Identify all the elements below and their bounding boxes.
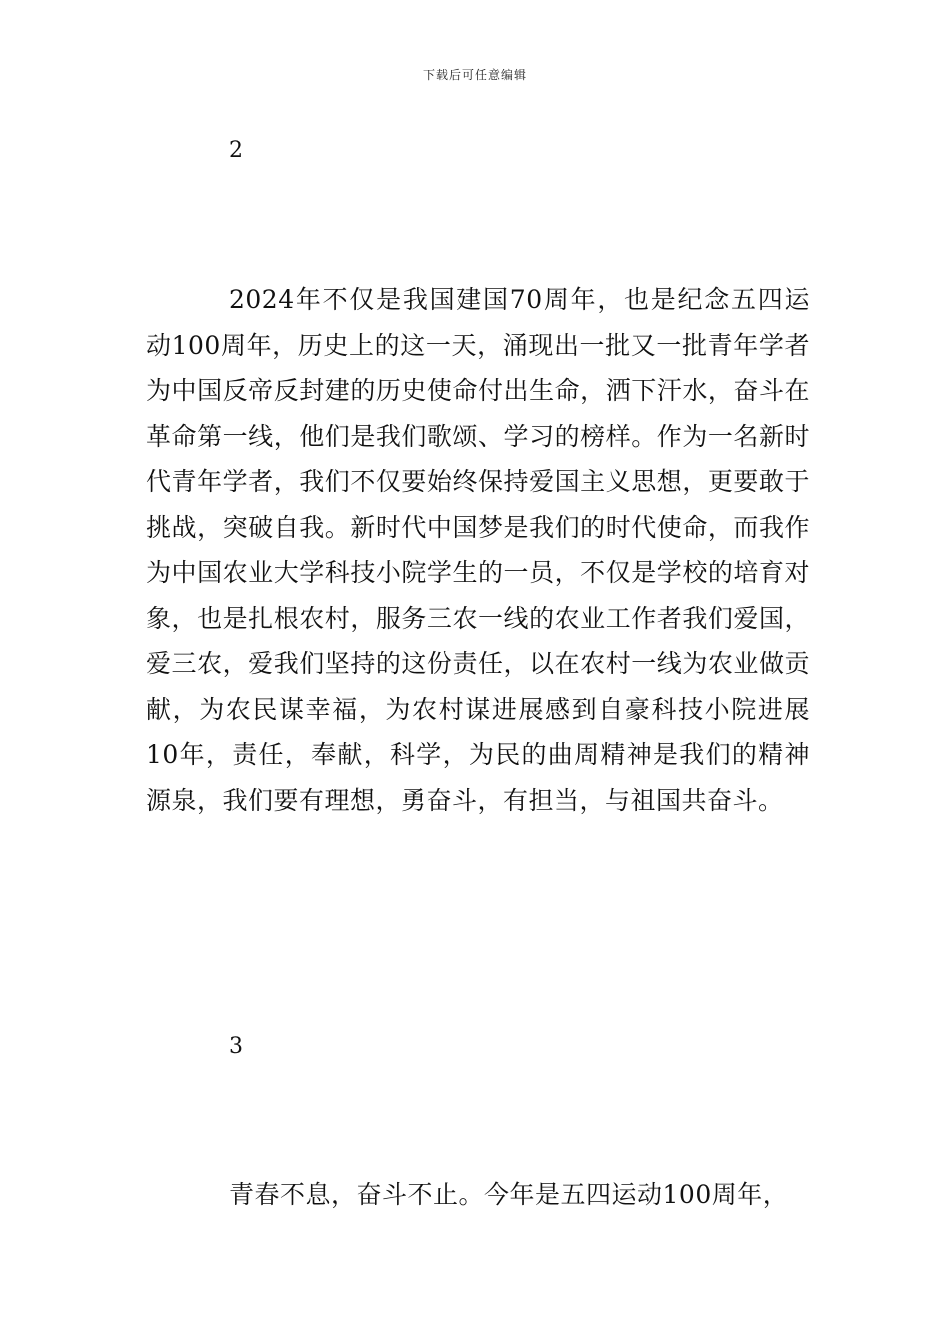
section-2-paragraph: 2024年不仅是我国建国70周年，也是纪念五四运动100周年，历史上的这一天，涌现出一批又一批青年学者为中国反帝反封建的历史使命付出生命，洒下汗水，奋斗在革命第一线，他们是我们歌颂、学习的榜样。作为一名新时代青年学者，我们不仅要始终保持爱国主义思想，更要敢于挑战，突破自我。新时代中国梦是我们的时代使命，而我作为中国农业大学科技小院学生的一员，不仅是学校的培育对象，也是扎根农村，服务三农一线的农业工作者我们爱国，爱三农，爱我们坚持的这份责任，以在农村一线为农业做贡献，为农民谋幸福，为农村谋进展感到自豪科技小院进展10年，责任，奉献，科学，为民的曲周精神是我们的精神源泉，我们要有理想，勇奋斗，有担当，与祖国共奋斗。 <box>146 285 810 815</box>
section-number-2: 2 <box>229 138 243 163</box>
section-3-paragraph: 青春不息，奋斗不止。今年是五四运动100周年， <box>229 1180 789 1209</box>
section-number-3: 3 <box>229 1034 243 1059</box>
page-header: 下载后可任意编辑 <box>422 68 527 82</box>
